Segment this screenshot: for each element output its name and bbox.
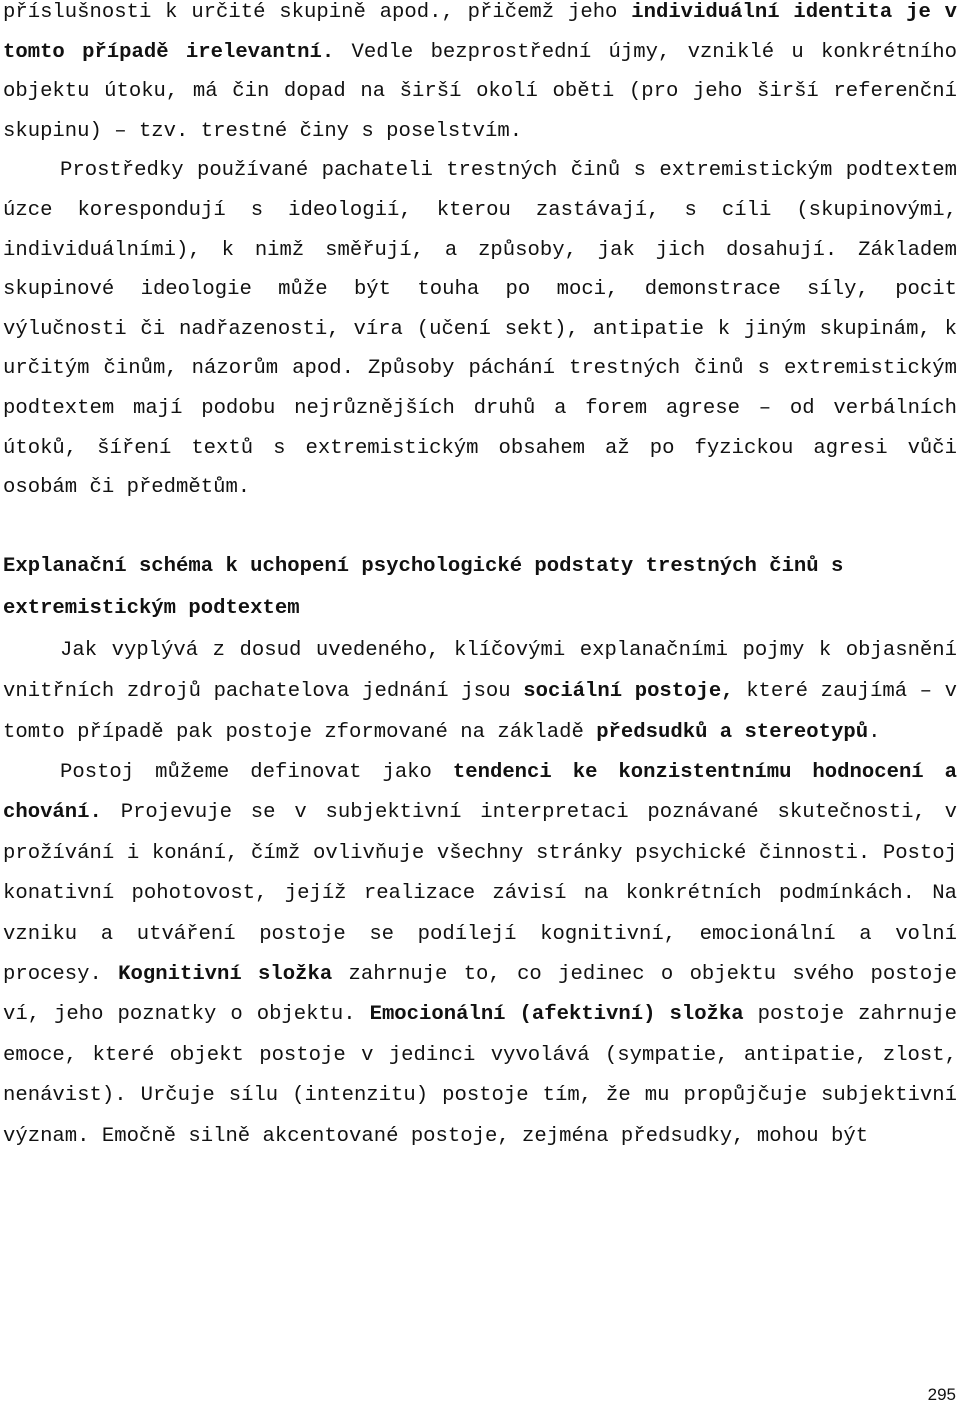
emphasis-text: tendenci ke konzistentnímu hodnocení a chování. <box>3 761 957 825</box>
paragraph-attitude-definition <box>3 753 957 1157</box>
paragraph-text: Vedle bezprostřední újmy, vzniklé u konkrétního objektu útoku, má čin dopad na širší okolí oběti (pro jeho širší referenční skupinu) – tzv. trestné činy s poselstvím. <box>3 40 957 143</box>
emphasis-text: sociální postoje, <box>523 679 734 703</box>
paragraph-text: Jak vyplývá z dosud uvedeného, klíčovými explanačními pojmy k objasnění vnitřních zdrojů pachatelova jednání jsou <box>3 638 957 703</box>
paragraph-text: postoje zahrnuje emoce, které objekt postoje v jedinci vyvolává (sympatie, antipatie, zlost, nenávist). Určuje sílu (intenzitu) postoje tím, že mu propůjčuje subjektivní význam. Emočně silně akcentované postoje, zejména předsudky, mohou být <box>3 1003 957 1148</box>
page-number: 295 <box>927 1385 956 1404</box>
paragraph-text: Projevuje se v subjektivní interpretaci poznávané skutečnosti, v prožívání i konání, čímž ovlivňuje všechny stránky psychické činnosti. Postoj konativní pohotovost, jejíž realizace závisí na konkrétních podmínkách. Na vzniku a utváření postoje se podílejí kognitivní, emocionální a volní procesy. <box>3 801 957 987</box>
emphasis-text: individuální identita je v tomto případě irelevantní. <box>3 1 957 64</box>
paragraph-key-concepts <box>3 630 957 753</box>
emphasis-text: Emocionální (afektivní) složka <box>369 1003 744 1027</box>
paragraph-text: . <box>868 720 881 744</box>
emphasis-text: předsudků a stereotypů <box>596 720 869 744</box>
document-page <box>3 0 957 1157</box>
paragraph-text: které zaujímá – v tomto případě pak postoje zformované na základě <box>3 679 957 744</box>
paragraph-text: zahrnuje to, co jedinec o objektu svého postoje ví, jeho poznatky o objektu. <box>3 963 957 1027</box>
section-heading: Explanační schéma k uchopení psychologické podstaty trestných činů s extremistickým podtextem <box>3 554 844 620</box>
paragraph-text: příslušnosti k určité skupině apod., přičemž jeho <box>3 1 632 24</box>
paragraph-text: Prostředky používané pachateli trestných činů s extremistickým podtextem úzce korespondují s ideologií, kterou zastávají, s cíli (skupinovými, individuálními), k nimž směřují, a způsoby, jak jich dosahují. Základem skupinové ideologie může být touha po moci, demonstrace síly, pocit výlučnosti či nadřazenosti, víra (učení sekt), antipatie k jiným skupinám, k určitým činům, názorům apod. Způsoby páchání trestných činů s extremistickým podtextem mají podobu nejrůznějších druhů a forem agrese – od verbálních útoků, šíření textů s extremistickým obsahem až po fyzickou agresi vůči osobám či předmětům. <box>3 159 957 500</box>
paragraph-continued <box>3 0 957 151</box>
paragraph-text: Postoj můžeme definovat jako <box>60 761 453 784</box>
paragraph-means <box>3 151 957 507</box>
emphasis-text: Kognitivní složka <box>118 963 333 987</box>
